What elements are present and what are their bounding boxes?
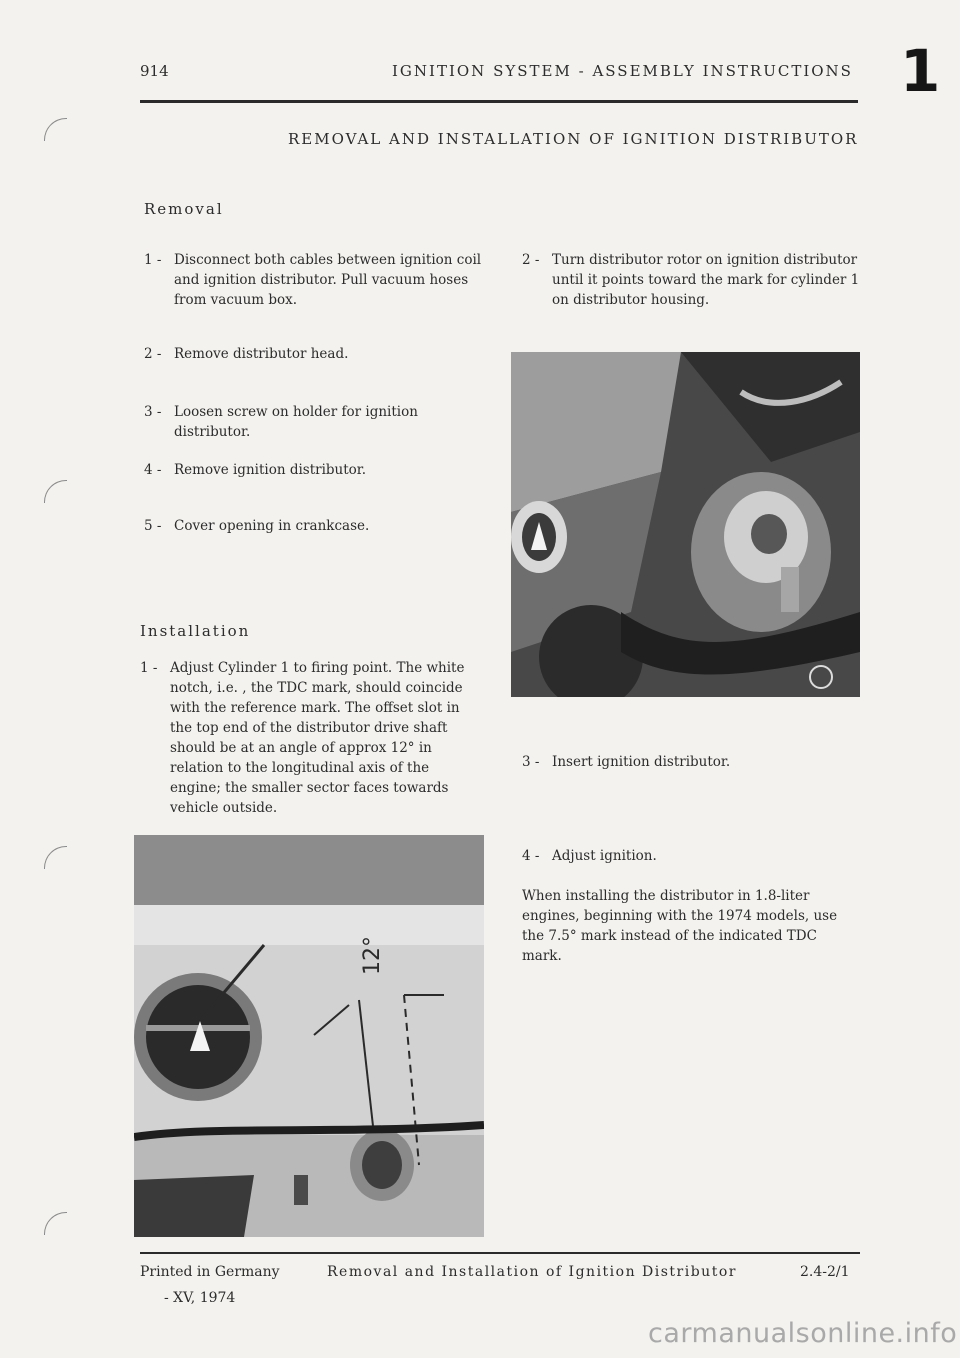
section-title: REMOVAL AND INSTALLATION OF IGNITION DISTRIBUTOR bbox=[288, 130, 859, 148]
installation-heading: Installation bbox=[140, 622, 251, 640]
step-number: 1 - bbox=[140, 660, 158, 676]
installation-step-2 bbox=[522, 250, 862, 310]
step-text: Adjust Cylinder 1 to firing point. The white notch, i.e. , the TDC mark, should coincide with the reference mark. The offset slot in the top end of the distributor drive shaft should be at an angle of approx 12° in relation to the longitudinal axis of the engine; the smaller sector faces towards vehicle outside. bbox=[170, 660, 465, 816]
page-number: 2.4-2/1 bbox=[800, 1264, 850, 1280]
printed-in: Printed in Germany bbox=[140, 1264, 280, 1280]
step-text: Cover opening in crankcase. bbox=[174, 518, 370, 534]
footer-rule bbox=[140, 1252, 860, 1254]
removal-step-2 bbox=[144, 344, 494, 364]
margin-mark bbox=[44, 1212, 67, 1235]
step-number: 5 - bbox=[144, 518, 162, 534]
removal-heading: Removal bbox=[144, 200, 224, 218]
step-text: Turn distributor rotor on ignition distributor until it points toward the mark for cylinder 1 on distributor housing. bbox=[552, 252, 860, 308]
edition: - XV, 1974 bbox=[164, 1290, 236, 1306]
margin-mark bbox=[44, 846, 67, 869]
margin-mark bbox=[44, 118, 67, 141]
model-number: 914 bbox=[140, 62, 169, 80]
distributor-photo-bottom bbox=[134, 835, 484, 1237]
removal-step-1 bbox=[144, 250, 494, 310]
step-text: Remove ignition distributor. bbox=[174, 462, 367, 478]
footer-title: Removal and Installation of Ignition Distributor bbox=[327, 1264, 737, 1280]
installation-note: When installing the distributor in 1.8-liter engines, beginning with the 1974 models, use the 7.5° mark instead of the indicated TDC mark. bbox=[522, 888, 838, 964]
watermark: carmanualsonline.info bbox=[648, 1318, 958, 1349]
installation-step-4 bbox=[522, 846, 862, 866]
step-text: Adjust ignition. bbox=[552, 848, 657, 864]
page-header-title: IGNITION SYSTEM - ASSEMBLY INSTRUCTIONS bbox=[392, 62, 853, 80]
step-number: 1 - bbox=[144, 252, 162, 268]
margin-mark bbox=[44, 480, 67, 503]
header-rule bbox=[140, 100, 858, 103]
step-number: 3 - bbox=[144, 404, 162, 420]
removal-step-5 bbox=[144, 516, 494, 536]
installation-step-1 bbox=[140, 658, 470, 818]
step-number: 2 - bbox=[144, 346, 162, 362]
removal-step-3 bbox=[144, 402, 494, 442]
step-text: Disconnect both cables between ignition coil and ignition distributor. Pull vacuum hoses from vacuum box. bbox=[174, 252, 482, 308]
chapter-number: 1 bbox=[900, 37, 941, 105]
angle-label: 12° bbox=[360, 936, 385, 975]
step-text: Loosen screw on holder for ignition distributor. bbox=[174, 404, 418, 440]
step-number: 3 - bbox=[522, 754, 540, 770]
removal-step-4 bbox=[144, 460, 494, 480]
distributor-photo-top bbox=[511, 352, 860, 697]
step-text: Insert ignition distributor. bbox=[552, 754, 731, 770]
step-number: 4 - bbox=[522, 848, 540, 864]
installation-step-3 bbox=[522, 752, 862, 772]
step-text: Remove distributor head. bbox=[174, 346, 349, 362]
step-number: 2 - bbox=[522, 252, 540, 268]
step-number: 4 - bbox=[144, 462, 162, 478]
